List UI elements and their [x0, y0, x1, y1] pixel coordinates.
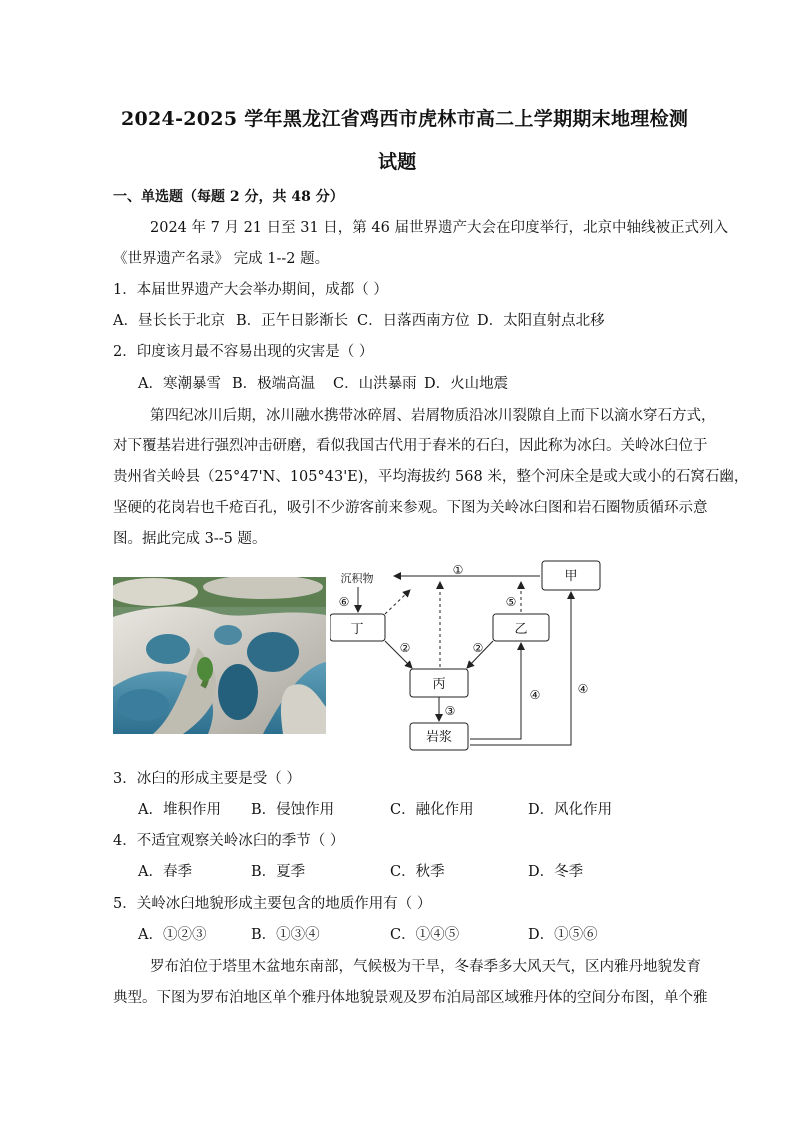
passage3-line2: 典型。下图为罗布泊地区单个雅丹体地貌景观及罗布泊局部区域雅丹体的空间分布图，单个雅 — [113, 990, 708, 1006]
question-2-stem: 2．印度该月最不容易出现的灾害是（ ） — [113, 344, 374, 360]
question-4-option-c[interactable]: C．秋季 — [390, 864, 445, 880]
label-arrow-4b: ④ — [577, 682, 589, 696]
question-3-option-a[interactable]: A．堆积作用 — [138, 802, 221, 818]
passage2-line5: 图。据此完成 3--5 题。 — [113, 531, 267, 547]
passage2-line1: 第四纪冰川后期，冰川融水携带冰碎屑、岩屑物质沿冰川裂隙自上而下以滴水穿石方式， — [150, 408, 716, 424]
question-4-stem: 4．不适宜观察关岭冰臼的季节（ ） — [113, 833, 345, 849]
glacial-pothole-photo — [113, 577, 326, 734]
label-bing: 丙 — [432, 677, 446, 692]
question-1-option-c[interactable]: C．日落西南方位 — [357, 313, 470, 329]
question-2-option-d[interactable]: D．火山地震 — [424, 376, 509, 392]
question-5-stem: 5．关岭冰臼地貌形成主要包含的地质作用有（ ） — [113, 896, 432, 912]
label-arrow-6: ⑥ — [338, 595, 350, 609]
label-arrow-4a: ④ — [529, 688, 541, 702]
label-arrow-5: ⑤ — [505, 595, 517, 609]
passage3-line1: 罗布泊位于塔里木盆地东南部，气候极为干旱，冬春季多大风天气，区内雅丹地貌发育 — [150, 959, 701, 975]
question-4-option-a[interactable]: A．春季 — [138, 864, 192, 880]
label-sediment: 沉积物 — [340, 572, 374, 585]
passage1-line1: 2024 年 7 月 21 日至 31 日，第 46 届世界遗产大会在印度举行，北京中轴线被正式列入 — [150, 220, 728, 236]
question-3-option-c[interactable]: C．融化作用 — [390, 802, 474, 818]
question-1-option-a[interactable]: A．昼长长于北京 — [113, 313, 225, 329]
question-5-option-c[interactable]: C．①④⑤ — [390, 927, 460, 943]
question-1-option-d[interactable]: D．太阳直射点北移 — [477, 313, 605, 329]
question-3-option-d[interactable]: D．风化作用 — [528, 802, 613, 818]
dashed-arrow-ding — [385, 590, 410, 614]
question-3-stem: 3．冰臼的形成主要是受（ ） — [113, 771, 301, 787]
label-arrow-3: ③ — [444, 704, 456, 718]
label-jia: 甲 — [564, 569, 578, 584]
rock-cycle-diagram — [330, 555, 610, 755]
label-yi: 乙 — [514, 622, 528, 637]
passage2-line3: 贵州省关岭县（25°47'N、105°43'E)，平均海拔约 568 米，整个河床全是或大或小的石窝石幽， — [113, 469, 749, 485]
label-yanjiang: 岩浆 — [425, 730, 453, 745]
question-4-option-d[interactable]: D．冬季 — [528, 864, 584, 880]
page-title-line1: 2024-2025 学年黑龙江省鸡西市虎林市高二上学期期末地理检测 — [121, 108, 689, 130]
passage1-line2: 《世界遗产名录》 完成 1--2 题。 — [113, 251, 330, 267]
section-header-single-choice: 一、单选题（每题 2 分，共 48 分） — [113, 189, 344, 205]
passage2-line4: 坚硬的花岗岩也千疮百孔，吸引不少游客前来参观。下图为关岭冰臼图和岩石圈物质循环示意 — [113, 500, 708, 516]
page-title-line2: 试题 — [378, 151, 417, 173]
label-ding: 丁 — [350, 622, 364, 637]
question-1-stem: 1．本届世界遗产大会举办期间，成都（ ） — [113, 282, 388, 298]
question-5-option-d[interactable]: D．①⑤⑥ — [528, 927, 598, 943]
question-1-option-b[interactable]: B．正午日影渐长 — [236, 313, 349, 329]
question-2-option-c[interactable]: C．山洪暴雨 — [333, 376, 417, 392]
question-4-option-b[interactable]: B．夏季 — [251, 864, 306, 880]
label-arrow-1: ① — [452, 563, 464, 577]
label-arrow-2a: ② — [399, 641, 411, 655]
question-5-option-a[interactable]: A．①②③ — [138, 927, 207, 943]
question-3-option-b[interactable]: B．侵蚀作用 — [251, 802, 335, 818]
question-2-option-b[interactable]: B．极端高温 — [232, 376, 316, 392]
passage2-line2: 对下覆基岩进行强烈冲击研磨，看似我国古代用于舂米的石臼，因此称为冰臼。关岭冰臼位于 — [113, 438, 708, 454]
question-5-option-b[interactable]: B．①③④ — [251, 927, 320, 943]
label-arrow-2b: ② — [472, 641, 484, 655]
question-2-option-a[interactable]: A．寒潮暴雪 — [138, 376, 221, 392]
